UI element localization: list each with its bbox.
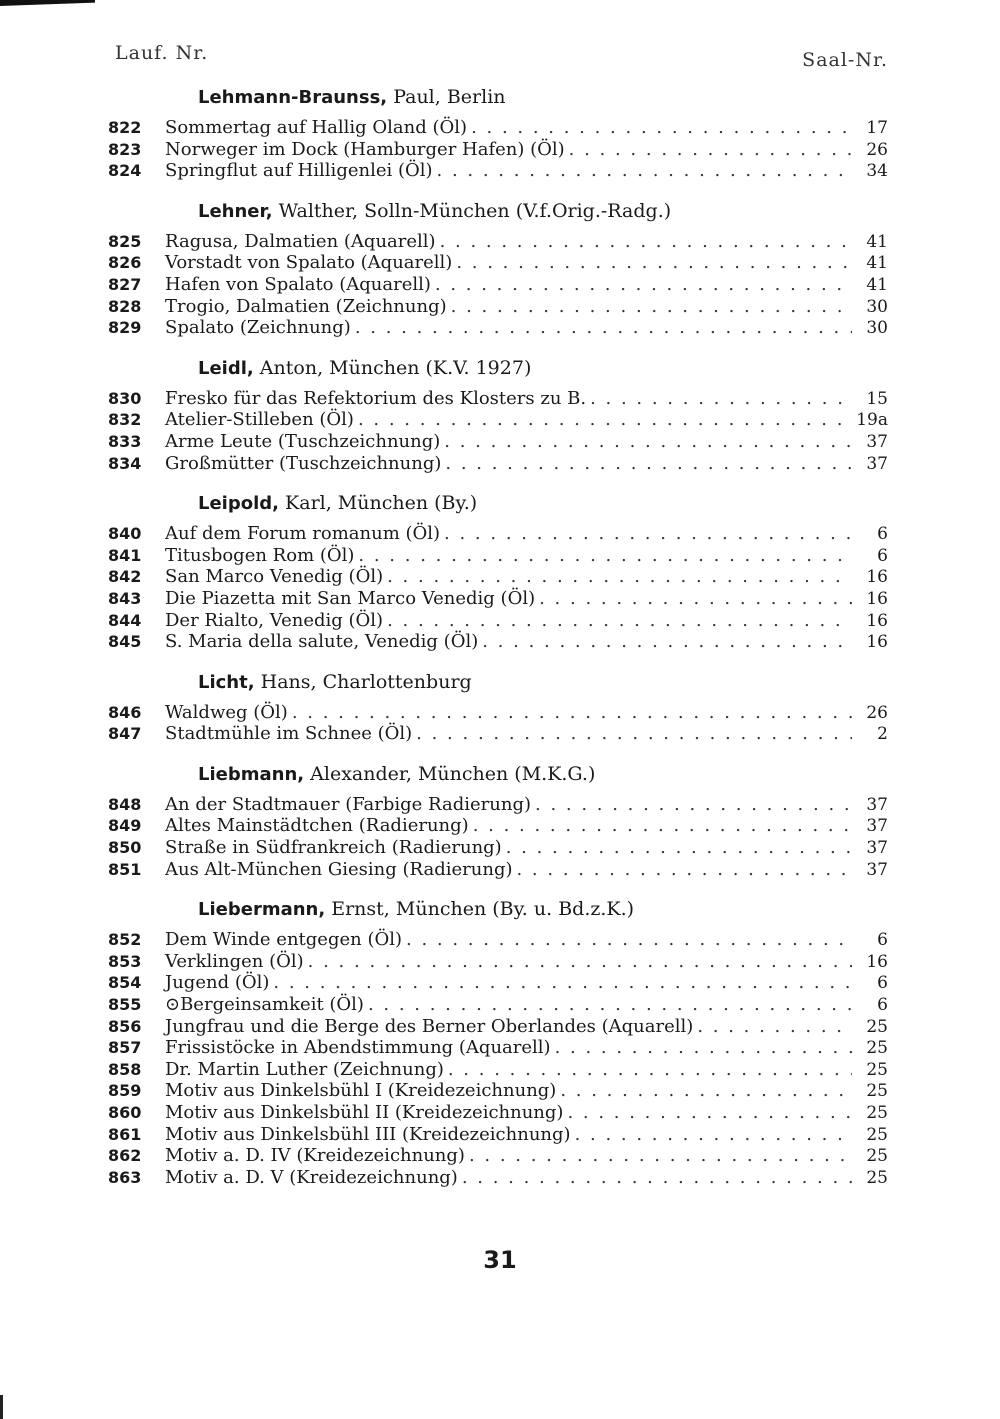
entry-title: Motiv a. D. IV (Kreidezeichnung) [165,1145,465,1167]
entry-number: 840 [108,524,142,544]
entry-room: 41 [866,253,888,274]
entry-title: Stadtmühle im Schnee (Öl) [165,723,413,745]
entry-number: 825 [108,231,142,251]
artist-section [108,82,888,182]
artist-name: Leidl, [198,357,254,379]
entry-number: 841 [108,545,142,565]
artist-details: Anton, München (K.V. 1927) [259,356,532,379]
leader-dots [575,1124,852,1146]
entry-number: 861 [108,1124,142,1144]
entry-number: 826 [108,253,142,273]
catalog-entry [108,1167,888,1189]
entry-title: Sommertag auf Hallig Oland (Öl) [165,117,468,138]
leader-dots [273,972,852,994]
catalog-entry [108,1102,888,1124]
artist-details: Hans, Charlottenburg [260,670,472,693]
artist-details: Karl, München (By.) [285,492,478,515]
leader-dots [469,1145,852,1167]
entry-title: S. Maria della salute, Venedig (Öl) [165,631,479,653]
entry-number: 834 [108,453,142,473]
artist-name: Licht, [198,671,255,693]
entry-room: 25 [866,1124,888,1145]
catalog-entry [108,231,888,253]
catalog-entry [108,252,888,274]
entry-number: 830 [108,388,142,408]
entry-room: 37 [866,838,888,859]
entry-number: 863 [108,1167,142,1187]
entry-title: Dem Winde entgegen (Öl) [165,929,403,951]
entry-room: 37 [866,794,888,815]
entry-title: Motiv aus Dinkelsbühl III (Kreidezeichnung) [165,1123,571,1145]
catalog-entry [108,117,888,139]
entry-number: 848 [108,794,142,814]
entry-title: Verklingen (Öl) [165,950,304,972]
entry-number: 829 [108,318,142,338]
entry-room: 6 [877,995,888,1016]
catalog-entry [108,388,888,410]
entry-room: 25 [866,1038,888,1059]
entry-title: Die Piazetta mit San Marco Venedig (Öl) [165,587,536,609]
leader-dots [462,1167,852,1189]
entry-room: 15 [866,388,888,409]
entry-room: 25 [866,1146,888,1167]
leader-dots [697,1016,852,1038]
entry-number: 856 [108,1016,142,1036]
entry-title: Spalato (Zeichnung) [165,317,351,339]
entry-room: 30 [866,296,888,317]
entry-title: Motiv aus Dinkelsbühl II (Kreidezeichnung) [165,1102,564,1123]
leader-dots [435,274,852,296]
catalog-entry [108,296,888,318]
entry-title: Dr. Martin Luther (Zeichnung) [165,1058,444,1080]
entry-title: Jungfrau und die Berge des Berner Oberlandes (Aquarell) [165,1015,694,1037]
entry-room: 6 [877,930,888,951]
artist-heading [108,759,888,790]
catalog-entry [108,1145,888,1167]
entry-number: 824 [108,161,142,181]
entry-room: 37 [866,816,888,837]
entry-number: 843 [108,588,142,608]
entry-room: 37 [866,431,888,452]
leader-dots [456,252,852,274]
artist-heading [108,196,888,227]
entry-number: 827 [108,274,142,294]
entry-room: 17 [866,118,888,138]
entry-number: 854 [108,973,142,993]
scan-artifact-edge [0,1395,3,1419]
entry-room: 16 [866,610,888,631]
catalog-entry [108,588,888,610]
artist-details: Paul, Berlin [393,86,506,108]
entry-room: 30 [866,318,888,339]
entry-title: Ragusa, Dalmatien (Aquarell) [165,230,436,252]
catalog-entry [108,815,888,837]
leader-dots [437,160,852,182]
entry-room: 26 [866,139,888,160]
entry-title: Vorstadt von Spalato (Aquarell) [165,252,453,274]
leader-dots [482,631,852,653]
scan-artifact-mark [0,0,95,6]
entry-room: 25 [866,1081,888,1102]
entry-title: Trogio, Dalmatien (Zeichnung) [165,295,447,317]
leader-dots [473,815,852,837]
entry-title: Titusbogen Rom (Öl) [165,544,355,566]
leader-dots [387,610,852,632]
entry-title: Hafen von Spalato (Aquarell) [165,273,431,295]
catalog-entry [108,631,888,653]
artist-heading [108,488,888,519]
entry-title: Straße in Südfrankreich (Radierung) [165,837,502,859]
entry-number: 842 [108,567,142,587]
catalog-entry [108,1080,888,1102]
leader-dots [539,588,852,610]
entry-number: 822 [108,118,142,137]
entry-room: 19a [856,410,888,431]
leader-dots [416,723,852,745]
catalog-entry [108,274,888,296]
entry-room: 2 [877,724,888,745]
leader-dots [308,951,852,973]
leader-dots [355,317,852,339]
entry-title: ⊙Bergeinsamkeit (Öl) [165,994,364,1016]
entry-number: 855 [108,995,142,1015]
leader-dots [569,139,852,161]
leader-dots [440,231,852,253]
page-number: 31 [483,1246,517,1274]
leader-dots [358,545,852,567]
catalog-entry [108,723,888,745]
artist-section [108,353,888,474]
leader-dots [406,929,852,951]
entry-room: 25 [866,1016,888,1037]
catalog-entry [108,972,888,994]
entry-number: 847 [108,724,142,744]
entry-title: San Marco Venedig (Öl) [165,566,384,588]
entry-room: 16 [866,951,888,972]
catalog-entry [108,610,888,632]
catalog-entry [108,1037,888,1059]
leader-dots [535,794,852,816]
entry-number: 832 [108,410,142,430]
entry-room: 25 [866,1059,888,1080]
catalog-entry [108,317,888,339]
leader-dots [358,409,852,431]
artist-name: Liebmann, [198,763,305,785]
entry-number: 857 [108,1038,142,1058]
leader-dots [445,453,852,475]
entry-room: 16 [866,632,888,653]
catalog-entry [108,837,888,859]
entry-room: 16 [866,588,888,609]
artist-name: Lehmann-Braunss, [198,87,388,108]
entry-room: 6 [877,973,888,994]
entry-title: Aus Alt-München Giesing (Radierung) [165,858,513,880]
entry-title: Auf dem Forum romanum (Öl) [165,523,441,545]
entry-room: 6 [877,545,888,566]
leader-dots [451,296,852,318]
entry-number: 833 [108,431,142,451]
entry-room: 25 [866,1103,888,1123]
catalog-entry [108,431,888,453]
artist-section [108,759,888,880]
artist-heading [108,82,888,113]
catalog-entry [108,1059,888,1081]
leader-dots [448,1059,852,1081]
artist-name: Leipold, [198,493,279,515]
leader-dots [516,859,852,881]
catalog-entry [108,139,888,161]
leader-dots [590,388,852,410]
entry-title: Jugend (Öl) [165,972,270,994]
entry-number: 853 [108,951,142,971]
artist-name: Liebermann, [198,899,326,921]
catalog-entry [108,1124,888,1146]
leader-dots [444,431,852,453]
entry-number: 845 [108,632,142,652]
entry-number: 860 [108,1103,142,1122]
leader-dots [387,566,852,588]
catalog-list [108,82,888,1202]
entry-title: Arme Leute (Tuschzeichnung) [165,430,441,452]
entry-room: 41 [866,231,888,252]
entry-number: 862 [108,1146,142,1166]
leader-dots [444,523,852,545]
entry-room: 37 [866,859,888,880]
entry-title: Springflut auf Hilligenlei (Öl) [165,160,433,182]
catalog-entry [108,566,888,588]
catalog-entry [108,794,888,816]
entry-title: Motiv aus Dinkelsbühl I (Kreidezeichnung) [165,1080,557,1102]
entry-number: 851 [108,859,142,879]
entry-number: 858 [108,1059,142,1079]
artist-heading [108,353,888,384]
leader-dots [471,117,852,139]
artist-section [108,196,888,339]
entry-title: Norweger im Dock (Hamburger Hafen) (Öl) [165,138,565,160]
entry-title: Fresko für das Refektorium des Klosters zu B. [165,387,587,409]
catalog-entry [108,951,888,973]
catalog-entry [108,859,888,881]
catalog-entry [108,453,888,475]
leader-dots [555,1037,852,1059]
entry-room: 16 [866,567,888,588]
entry-room: 41 [866,274,888,295]
catalog-entry [108,994,888,1016]
entry-room: 34 [866,161,888,182]
entry-number: 828 [108,296,142,316]
catalog-entry [108,545,888,567]
entry-title: Altes Mainstädtchen (Radierung) [165,815,469,837]
entry-number: 850 [108,838,142,858]
column-header-saal-nr: Saal-Nr. [802,49,888,71]
leader-dots [292,702,852,724]
leader-dots [560,1080,852,1102]
entry-room: 25 [866,1167,888,1188]
entry-title: Motiv a. D. V (Kreidezeichnung) [165,1166,458,1188]
entry-number: 859 [108,1081,142,1101]
artist-heading [108,894,888,925]
entry-number: 849 [108,816,142,836]
entry-room: 6 [877,524,888,545]
artist-details: Ernst, München (By. u. Bd.z.K.) [331,898,635,921]
entry-title: Großmütter (Tuschzeichnung) [165,452,442,474]
entry-title: Der Rialto, Venedig (Öl) [165,609,384,631]
entry-number: 852 [108,930,142,950]
artist-section [108,488,888,653]
leader-dots [506,837,852,859]
entry-number: 844 [108,610,142,630]
column-header-lauf-nr: Lauf. Nr. [115,42,209,64]
artist-heading [108,667,888,698]
catalog-entry [108,160,888,182]
leader-dots [368,994,852,1016]
entry-title: An der Stadtmauer (Farbige Radierung) [165,793,532,815]
catalog-entry [108,702,888,724]
leader-dots [567,1102,852,1124]
artist-section [108,667,888,745]
entry-room: 26 [866,702,888,723]
catalog-entry [108,523,888,545]
entry-room: 37 [866,453,888,474]
artist-section [108,894,888,1188]
artist-name: Lehner, [198,200,273,222]
entry-title: Atelier-Stilleben (Öl) [165,409,354,431]
artist-details: Walther, Solln-München (V.f.Orig.-Radg.) [278,199,672,222]
catalog-entry [108,929,888,951]
catalog-entry [108,409,888,431]
catalog-entry [108,1016,888,1038]
entry-number: 846 [108,702,142,722]
entry-number: 823 [108,139,142,159]
entry-title: Waldweg (Öl) [165,701,288,723]
artist-details: Alexander, München (M.K.G.) [310,762,596,785]
entry-title: Frissistöcke in Abendstimmung (Aquarell) [165,1037,551,1059]
